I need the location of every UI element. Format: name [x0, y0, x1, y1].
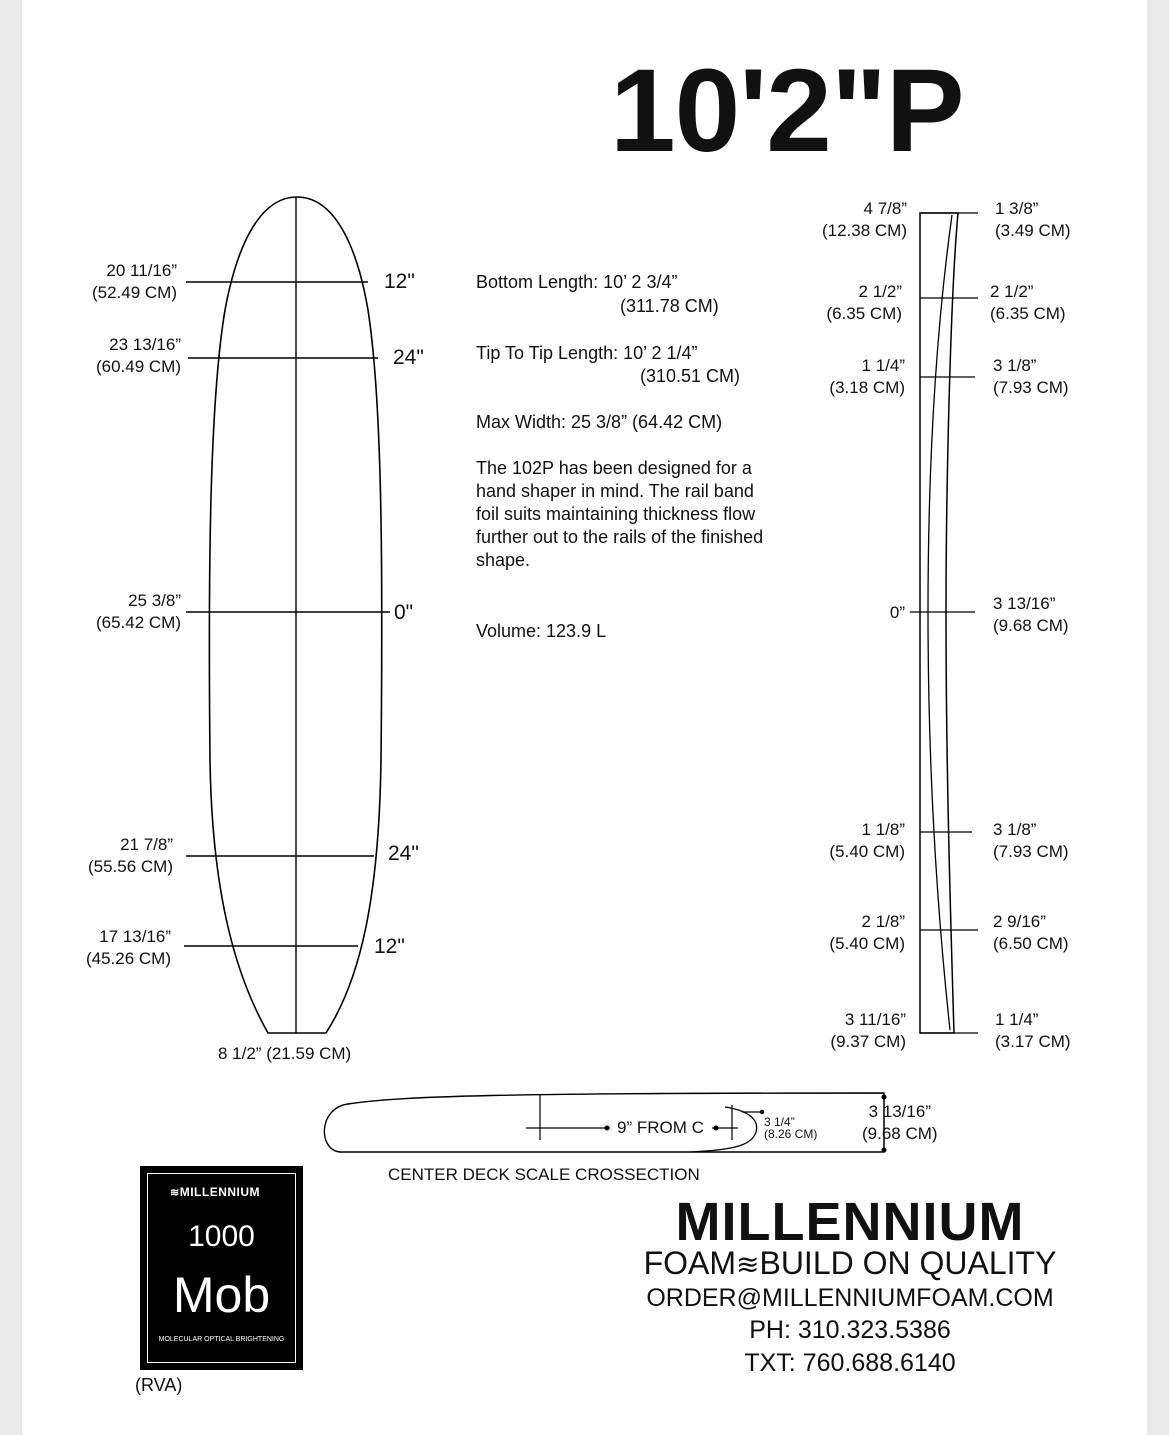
wave-icon: ≋ — [736, 1249, 760, 1280]
volume: Volume: 123.9 L — [476, 621, 607, 641]
blank-badge — [140, 1166, 303, 1370]
brand-logo: MILLENNIUM — [675, 1192, 1025, 1252]
width-label: 25 3/8” (65.42 CM) — [95, 591, 181, 632]
width-label: 17 13/16” (45.26 CM) — [85, 927, 171, 968]
brand-phone: PH: 310.323.5386 — [749, 1316, 951, 1344]
brand-email: ORDER@MILLENNIUMFOAM.COM — [646, 1284, 1054, 1312]
brand-text: TXT: 760.688.6140 — [744, 1349, 956, 1377]
profile-left-label: 1 1/4” (3.18 CM) — [829, 356, 905, 397]
station-label: 24" — [393, 346, 424, 369]
profile-left-label: 2 1/2” (6.35 CM) — [826, 282, 902, 323]
tip-to-tip-length: Tip To Tip Length: 10’ 2 1/4” — [476, 343, 698, 363]
tip-to-tip-cm: (310.51 CM) — [640, 366, 741, 386]
tail-width-label: 8 1/2” (21.59 CM) — [218, 1044, 352, 1063]
station-label: 12" — [384, 270, 415, 293]
profile-left-label: 4 7/8” (12.38 CM) — [821, 199, 907, 240]
profile-right-label: 2 1/2” (6.35 CM) — [990, 282, 1066, 323]
profile-right-label: 3 1/8” (7.93 CM) — [993, 820, 1069, 861]
from-center-label: 9” FROM C — [617, 1118, 704, 1137]
width-label: 23 13/16” (60.49 CM) — [95, 335, 181, 376]
bottom-length: Bottom Length: 10’ 2 3/4” — [476, 272, 678, 292]
badge-name: Mob — [172, 1267, 271, 1323]
profile-left-label: 3 11/16” (9.37 CM) — [830, 1010, 906, 1051]
brand-tagline: FOAM≋BUILD ON QUALITY — [643, 1245, 1057, 1281]
profile-left-label: 1 1/8” (5.40 CM) — [829, 820, 905, 861]
profile-right-label: 1 1/4” (3.17 CM) — [995, 1010, 1071, 1051]
rocker-inner-line — [928, 215, 952, 1030]
badge-subtitle: MOLECULAR OPTICAL BRIGHTENING — [158, 1336, 285, 1343]
profile-left-label: 0” — [889, 603, 905, 622]
badge-brand: ≋MILLENNIUM — [170, 1185, 261, 1199]
station-label: 0" — [394, 601, 414, 624]
rail-thickness-label: 3 1/4” (8.26 CM) — [764, 1115, 818, 1141]
wave-icon: ≋ — [170, 1187, 180, 1199]
station-label: 12" — [374, 935, 405, 958]
profile-left-label: 2 1/8” (5.40 CM) — [829, 912, 905, 953]
width-label: 20 11/16” (52.49 CM) — [91, 261, 177, 302]
description: The 102P has been designed for a hand shaper in mind. The rail band foil suits maintaining thickness flow further out to the rails of the finished shape. — [476, 458, 764, 570]
badge-caption: (RVA) — [135, 1375, 183, 1395]
station-label: 24" — [388, 842, 419, 865]
profile-right-label: 1 3/8” (3.49 CM) — [995, 199, 1071, 240]
crosssection-caption: CENTER DECK SCALE CROSSECTION — [388, 1165, 700, 1184]
model-title: 10'2"P — [610, 45, 964, 177]
width-label: 21 7/8” (55.56 CM) — [87, 835, 173, 876]
profile-right-label: 2 9/16” (6.50 CM) — [993, 912, 1069, 953]
max-width: Max Width: 25 3/8” (64.42 CM) — [476, 412, 723, 432]
bottom-length-cm: (311.78 CM) — [620, 296, 719, 316]
badge-number: 1000 — [188, 1220, 255, 1253]
profile-right-label: 3 13/16” (9.68 CM) — [993, 594, 1069, 635]
profile-right-label: 3 1/8” (7.93 CM) — [993, 356, 1069, 397]
center-thickness-label: 3 13/16” (9.68 CM) — [862, 1102, 938, 1143]
